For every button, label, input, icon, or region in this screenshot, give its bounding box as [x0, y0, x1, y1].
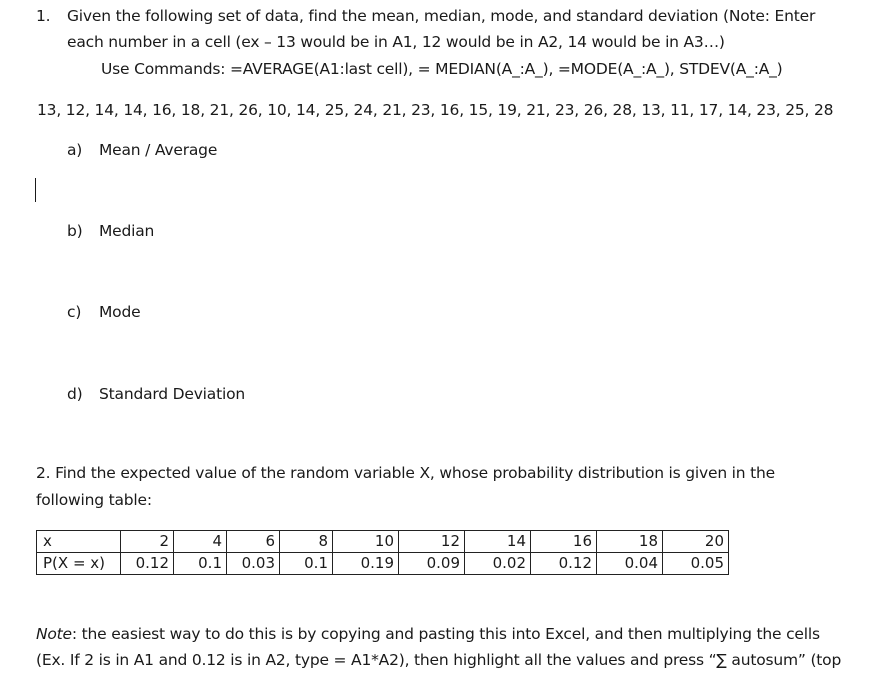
table-cell: 0.12 [121, 553, 174, 575]
sub-question-d-label: Standard Deviation [99, 385, 245, 403]
table-cell: 0.03 [227, 553, 280, 575]
table-cell: 12 [399, 531, 465, 553]
table-cell: 10 [333, 531, 399, 553]
table-cell: 0.1 [280, 553, 333, 575]
question-2-text-line-1: 2. Find the expected value of the random variable X, whose probability distribution is given in the [36, 464, 775, 482]
table-cell: 4 [174, 531, 227, 553]
question-1-text-line-1: Given the following set of data, find the mean, median, mode, and standard deviation (Note: Enter [67, 7, 816, 25]
sub-question-b-letter: b) [67, 222, 83, 240]
table-cell: 0.1 [174, 553, 227, 575]
note-text-line-1: : the easiest way to do this is by copying and pasting this into Excel, and then multiplying the cells [71, 625, 820, 643]
table-header-p: P(X = x) [37, 553, 121, 575]
table-cell: 8 [280, 531, 333, 553]
table-cell: 2 [121, 531, 174, 553]
sub-question-c-label: Mode [99, 303, 141, 321]
question-1-text-line-2: each number in a cell (ex – 13 would be in A1, 12 would be in A2, 14 would be in A3…) [67, 33, 725, 51]
data-set: 13, 12, 14, 14, 16, 18, 21, 26, 10, 14, 25, 24, 21, 23, 16, 15, 19, 21, 23, 26, 28, 13, 11, 17, 14, 23, 25, 28 [37, 101, 834, 119]
table-row-p [37, 553, 729, 575]
note-line-2: (Ex. If 2 is in A1 and 0.12 is in A2, type = A1*A2), then highlight all the values and press “∑ autosum” (top [36, 651, 842, 669]
probability-table [36, 530, 729, 575]
sub-question-a-label: Mean / Average [99, 141, 218, 159]
table-header-x: x [37, 531, 121, 553]
table-row-x [37, 531, 729, 553]
table-cell: 20 [663, 531, 729, 553]
table-cell: 0.05 [663, 553, 729, 575]
text-cursor[interactable] [35, 178, 36, 202]
table-cell: 16 [531, 531, 597, 553]
table-cell: 0.12 [531, 553, 597, 575]
table-cell: 0.19 [333, 553, 399, 575]
table-cell: 18 [597, 531, 663, 553]
question-1-commands: Use Commands: =AVERAGE(A1:last cell), = MEDIAN(A_:A_), =MODE(A_:A_), STDEV(A_:A_) [101, 60, 783, 78]
sub-question-d-letter: d) [67, 385, 83, 403]
sub-question-a-letter: a) [67, 141, 83, 159]
sub-question-b-label: Median [99, 222, 155, 240]
note-label: Note [36, 625, 72, 643]
question-2-text-line-2: following table: [36, 491, 152, 509]
question-1-number: 1. [36, 7, 51, 25]
table-cell: 14 [465, 531, 531, 553]
table-cell: 0.02 [465, 553, 531, 575]
table-cell: 0.09 [399, 553, 465, 575]
table-cell: 6 [227, 531, 280, 553]
table-cell: 0.04 [597, 553, 663, 575]
note-line-1 [36, 624, 820, 644]
sub-question-c-letter: c) [67, 303, 82, 321]
